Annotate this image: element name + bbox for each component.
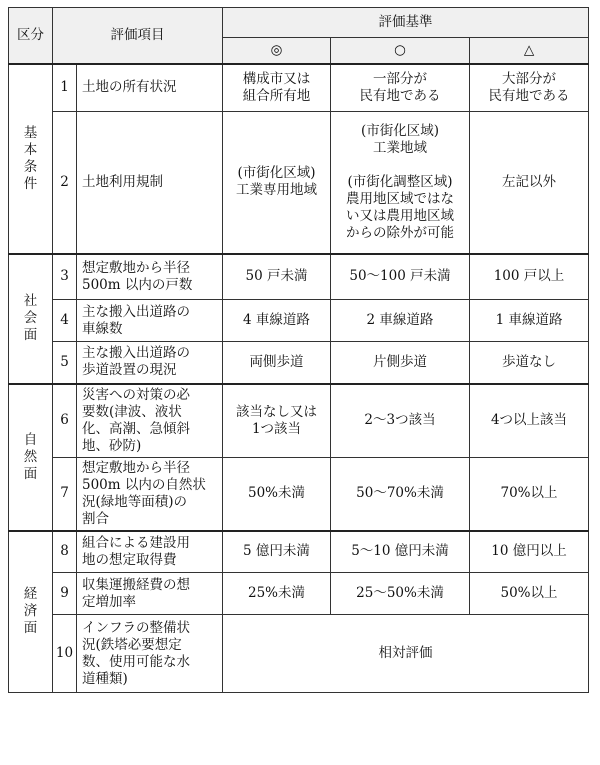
table-row <box>9 384 589 458</box>
item-label <box>77 615 223 693</box>
header-grade-fair: △ <box>470 38 589 64</box>
cell-line: 況(緑地等面積)の <box>82 493 188 510</box>
criteria-good <box>331 531 470 573</box>
criteria-good <box>331 254 470 300</box>
criteria-excellent <box>223 531 331 573</box>
criteria-good <box>331 342 470 384</box>
cell-line: 4 車線道路 <box>243 312 310 328</box>
cell-line: 両側歩道 <box>249 353 304 370</box>
cell-line: 一部分が <box>373 70 427 87</box>
cell-line: 500m 以内の自然状 <box>82 476 206 493</box>
item-number: 6 <box>53 384 77 458</box>
category-char: 面 <box>23 620 38 637</box>
criteria-fair <box>470 573 589 615</box>
cell-line: 定増加率 <box>82 593 136 610</box>
category-label <box>24 586 38 637</box>
item-number: 8 <box>53 531 77 573</box>
cell-line: 工業地域 <box>373 139 427 156</box>
cell-line: 50～100 戸未満 <box>349 268 451 285</box>
cell-line: 25%未満 <box>247 585 305 601</box>
cell-line: い又は農用地区域 <box>346 207 454 224</box>
cell-line: 地、砂防) <box>82 437 142 454</box>
category-cell <box>9 254 53 384</box>
item-number: 10 <box>53 615 77 693</box>
cell-line: 組合による建設用 <box>82 534 190 551</box>
category-char: 面 <box>23 327 38 343</box>
category-cell <box>9 384 53 531</box>
cell-line: 工業専用地域 <box>236 182 317 199</box>
header-category-label: 区分 <box>17 26 44 43</box>
cell-line: 道種類) <box>82 670 128 687</box>
cell-line: 想定敷地から半径 <box>82 459 190 476</box>
cell-line: 農用地区域ではな <box>346 190 454 207</box>
item-label <box>77 300 223 342</box>
cell-line: 主な搬入出道路の <box>82 303 190 320</box>
cell-line: 土地の所有状況 <box>82 79 177 96</box>
criteria-excellent <box>223 64 331 112</box>
category-char: 社 <box>23 293 38 309</box>
table-row <box>9 300 589 342</box>
cell-line: 1つ該当 <box>251 420 302 437</box>
category-char: 済 <box>23 603 38 620</box>
criteria-fair <box>470 64 589 112</box>
header-grade-excellent: ◎ <box>223 38 331 64</box>
criteria-fair <box>470 457 589 531</box>
cell-line: 地の想定取得費 <box>82 551 177 568</box>
cell-line: からの除外が可能 <box>346 224 454 241</box>
table-row <box>9 457 589 531</box>
criteria-fair <box>470 342 589 384</box>
cell-line: インフラの整備状 <box>82 619 190 636</box>
category-char: 然 <box>23 448 38 465</box>
criteria-excellent <box>223 254 331 300</box>
item-number: 9 <box>53 573 77 615</box>
table-row <box>9 64 589 112</box>
item-number: 1 <box>53 64 77 112</box>
cell-line: 5 億円未満 <box>243 543 310 560</box>
cell-line: 1 車線道路 <box>495 312 563 328</box>
cell-line: 100 戸以上 <box>493 268 565 285</box>
item-label <box>77 342 223 384</box>
criteria-excellent <box>223 342 331 384</box>
cell-line: (市街化区域) <box>360 122 440 139</box>
table-row <box>9 342 589 384</box>
evaluation-criteria-table <box>8 7 589 693</box>
category-cell <box>9 64 53 254</box>
category-char: 条 <box>23 158 38 175</box>
cell-line: 況(鉄塔必要想定 <box>82 636 182 653</box>
criteria-excellent <box>223 573 331 615</box>
cell-line: 50%以上 <box>500 585 558 601</box>
category-char: 面 <box>23 465 38 482</box>
item-number: 4 <box>53 300 77 342</box>
cell-line: 70%以上 <box>500 485 558 501</box>
criteria-fair <box>470 300 589 342</box>
cell-line: 主な搬入出道路の <box>82 345 190 362</box>
header-category <box>9 8 53 64</box>
cell-line: 民有地である <box>359 87 441 104</box>
cell-line: 要数(津波、液状 <box>82 403 182 420</box>
criteria-good <box>331 457 470 531</box>
category-char: 件 <box>23 175 38 192</box>
cell-line: 歩道設置の現況 <box>82 362 177 379</box>
cell-line: 50%未満 <box>247 485 305 501</box>
cell-line: 10 億円以上 <box>491 543 567 560</box>
item-label <box>77 64 223 112</box>
table-row <box>9 615 589 693</box>
criteria-good <box>331 573 470 615</box>
cell-line: 構成市又は <box>242 70 311 87</box>
table-row <box>9 254 589 300</box>
cell-line: 該当なし又は <box>236 403 317 420</box>
category-char: 会 <box>23 310 38 326</box>
category-label <box>24 293 38 344</box>
table-row <box>9 531 589 573</box>
evaluation-table-container <box>8 7 589 693</box>
cell-line: 民有地である <box>488 87 570 104</box>
category-label <box>24 125 38 193</box>
cell-line: 車線数 <box>82 320 123 337</box>
cell-line: 土地利用規制 <box>82 173 163 190</box>
cell-line: 数、使用可能な水 <box>82 653 190 670</box>
cell-line: 割合 <box>82 510 109 527</box>
cell-line: (市街化調整区域) <box>347 173 453 190</box>
cell-line: 2～3つ該当 <box>364 412 436 428</box>
criteria-excellent <box>223 112 331 254</box>
item-label <box>77 384 223 458</box>
criteria-fair <box>470 531 589 573</box>
cell-line: 災害への対策の必 <box>82 386 190 403</box>
cell-line: 2 車線道路 <box>366 312 434 328</box>
cell-line: (市街化区域) <box>237 165 316 182</box>
cell-line: 片側歩道 <box>373 353 427 370</box>
cell-line: 想定敷地から半径 <box>82 259 190 276</box>
criteria-excellent <box>223 457 331 531</box>
cell-line: 500m 以内の戸数 <box>82 276 193 293</box>
criteria-good <box>331 300 470 342</box>
table-row <box>9 112 589 254</box>
cell-line: 化、高潮、急傾斜 <box>82 420 190 437</box>
category-char: 自 <box>23 431 38 448</box>
item-number: 3 <box>53 254 77 300</box>
cell-line: 大部分が <box>502 70 556 87</box>
criteria-good <box>331 112 470 254</box>
item-label <box>77 457 223 531</box>
cell-line: 50～70%未満 <box>356 485 444 501</box>
table-row <box>9 573 589 615</box>
item-label <box>77 573 223 615</box>
category-char: 本 <box>23 141 38 158</box>
criteria-fair <box>470 112 589 254</box>
item-number: 2 <box>53 112 77 254</box>
cell-line: 25～50%未満 <box>356 585 444 601</box>
criteria-excellent <box>223 300 331 342</box>
criteria-fair <box>470 384 589 458</box>
category-cell <box>9 531 53 693</box>
header-item: 評価項目 <box>53 8 223 64</box>
criteria-good <box>331 384 470 458</box>
category-char: 基 <box>23 124 38 141</box>
criteria-excellent <box>223 384 331 458</box>
cell-line: 5～10 億円未満 <box>351 543 449 560</box>
cell-line: 組合所有地 <box>242 87 311 104</box>
item-label <box>77 531 223 573</box>
header-criteria: 評価基準 <box>223 8 589 38</box>
criteria-merged: 相対評価 <box>223 615 589 693</box>
criteria-fair <box>470 254 589 300</box>
category-char: 経 <box>23 586 38 603</box>
category-label <box>24 432 38 483</box>
item-number: 7 <box>53 457 77 531</box>
cell-line: 左記以外 <box>502 173 556 190</box>
criteria-good <box>331 64 470 112</box>
cell-line: 歩道なし <box>502 353 556 370</box>
item-label <box>77 254 223 300</box>
cell-line: 収集運搬経費の想 <box>82 576 190 593</box>
cell-line: 4つ以上該当 <box>490 412 568 428</box>
item-number: 5 <box>53 342 77 384</box>
header-grade-good: ○ <box>331 38 470 64</box>
item-label <box>77 112 223 254</box>
cell-line: 50 戸未満 <box>245 268 308 285</box>
